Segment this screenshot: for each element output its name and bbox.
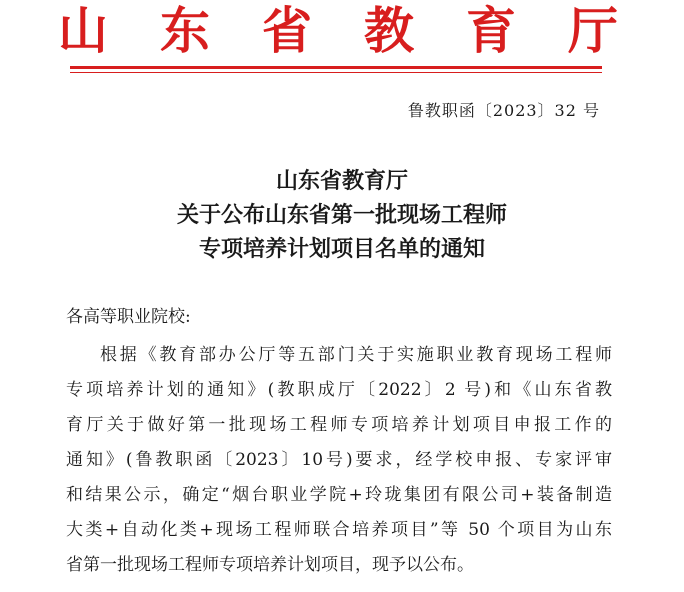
body-line: 省第一批现场工程师专项培养计划项目，现予以公布。 [66,555,474,575]
body-line: 专项培养计划的通知》(教职成厅〔2022〕2 号)和《山东省教 [66,380,612,400]
document-title-line-3: 专项培养计划项目名单的通知 [198,236,485,262]
document-title-line-2: 关于公布山东省第一批现场工程师 [176,202,507,228]
salutation: 各高等职业院校: [66,307,191,327]
masthead-title [58,2,618,60]
masthead-char: 省 [262,1,312,60]
document-number: 鲁教职函〔2023〕32 号 [407,101,600,120]
body-line: 通知》(鲁教职函〔2023〕10号)要求，经学校申报、专家评审 [66,450,612,470]
masthead-char: 育 [466,1,516,60]
masthead-char: 教 [364,1,414,60]
body-line: 大类+自动化类+现场工程师联合培养项目”等 50 个项目为山东 [66,520,612,540]
body-line: 和结果公示，确定“烟台职业学院+玲珑集团有限公司+装备制造 [66,485,612,505]
masthead-char: 东 [160,1,210,60]
masthead-divider-thin [70,72,602,73]
masthead-char: 山 [58,1,108,60]
masthead-char: 厅 [568,1,618,60]
body-line: 育厅关于做好第一批现场工程师专项培养计划项目申报工作的 [66,415,612,435]
document-title-line-1: 山东省教育厅 [275,168,408,194]
body-line: 根据《教育部办公厅等五部门关于实施职业教育现场工程师 [100,345,612,365]
masthead-divider-thick [70,66,602,69]
